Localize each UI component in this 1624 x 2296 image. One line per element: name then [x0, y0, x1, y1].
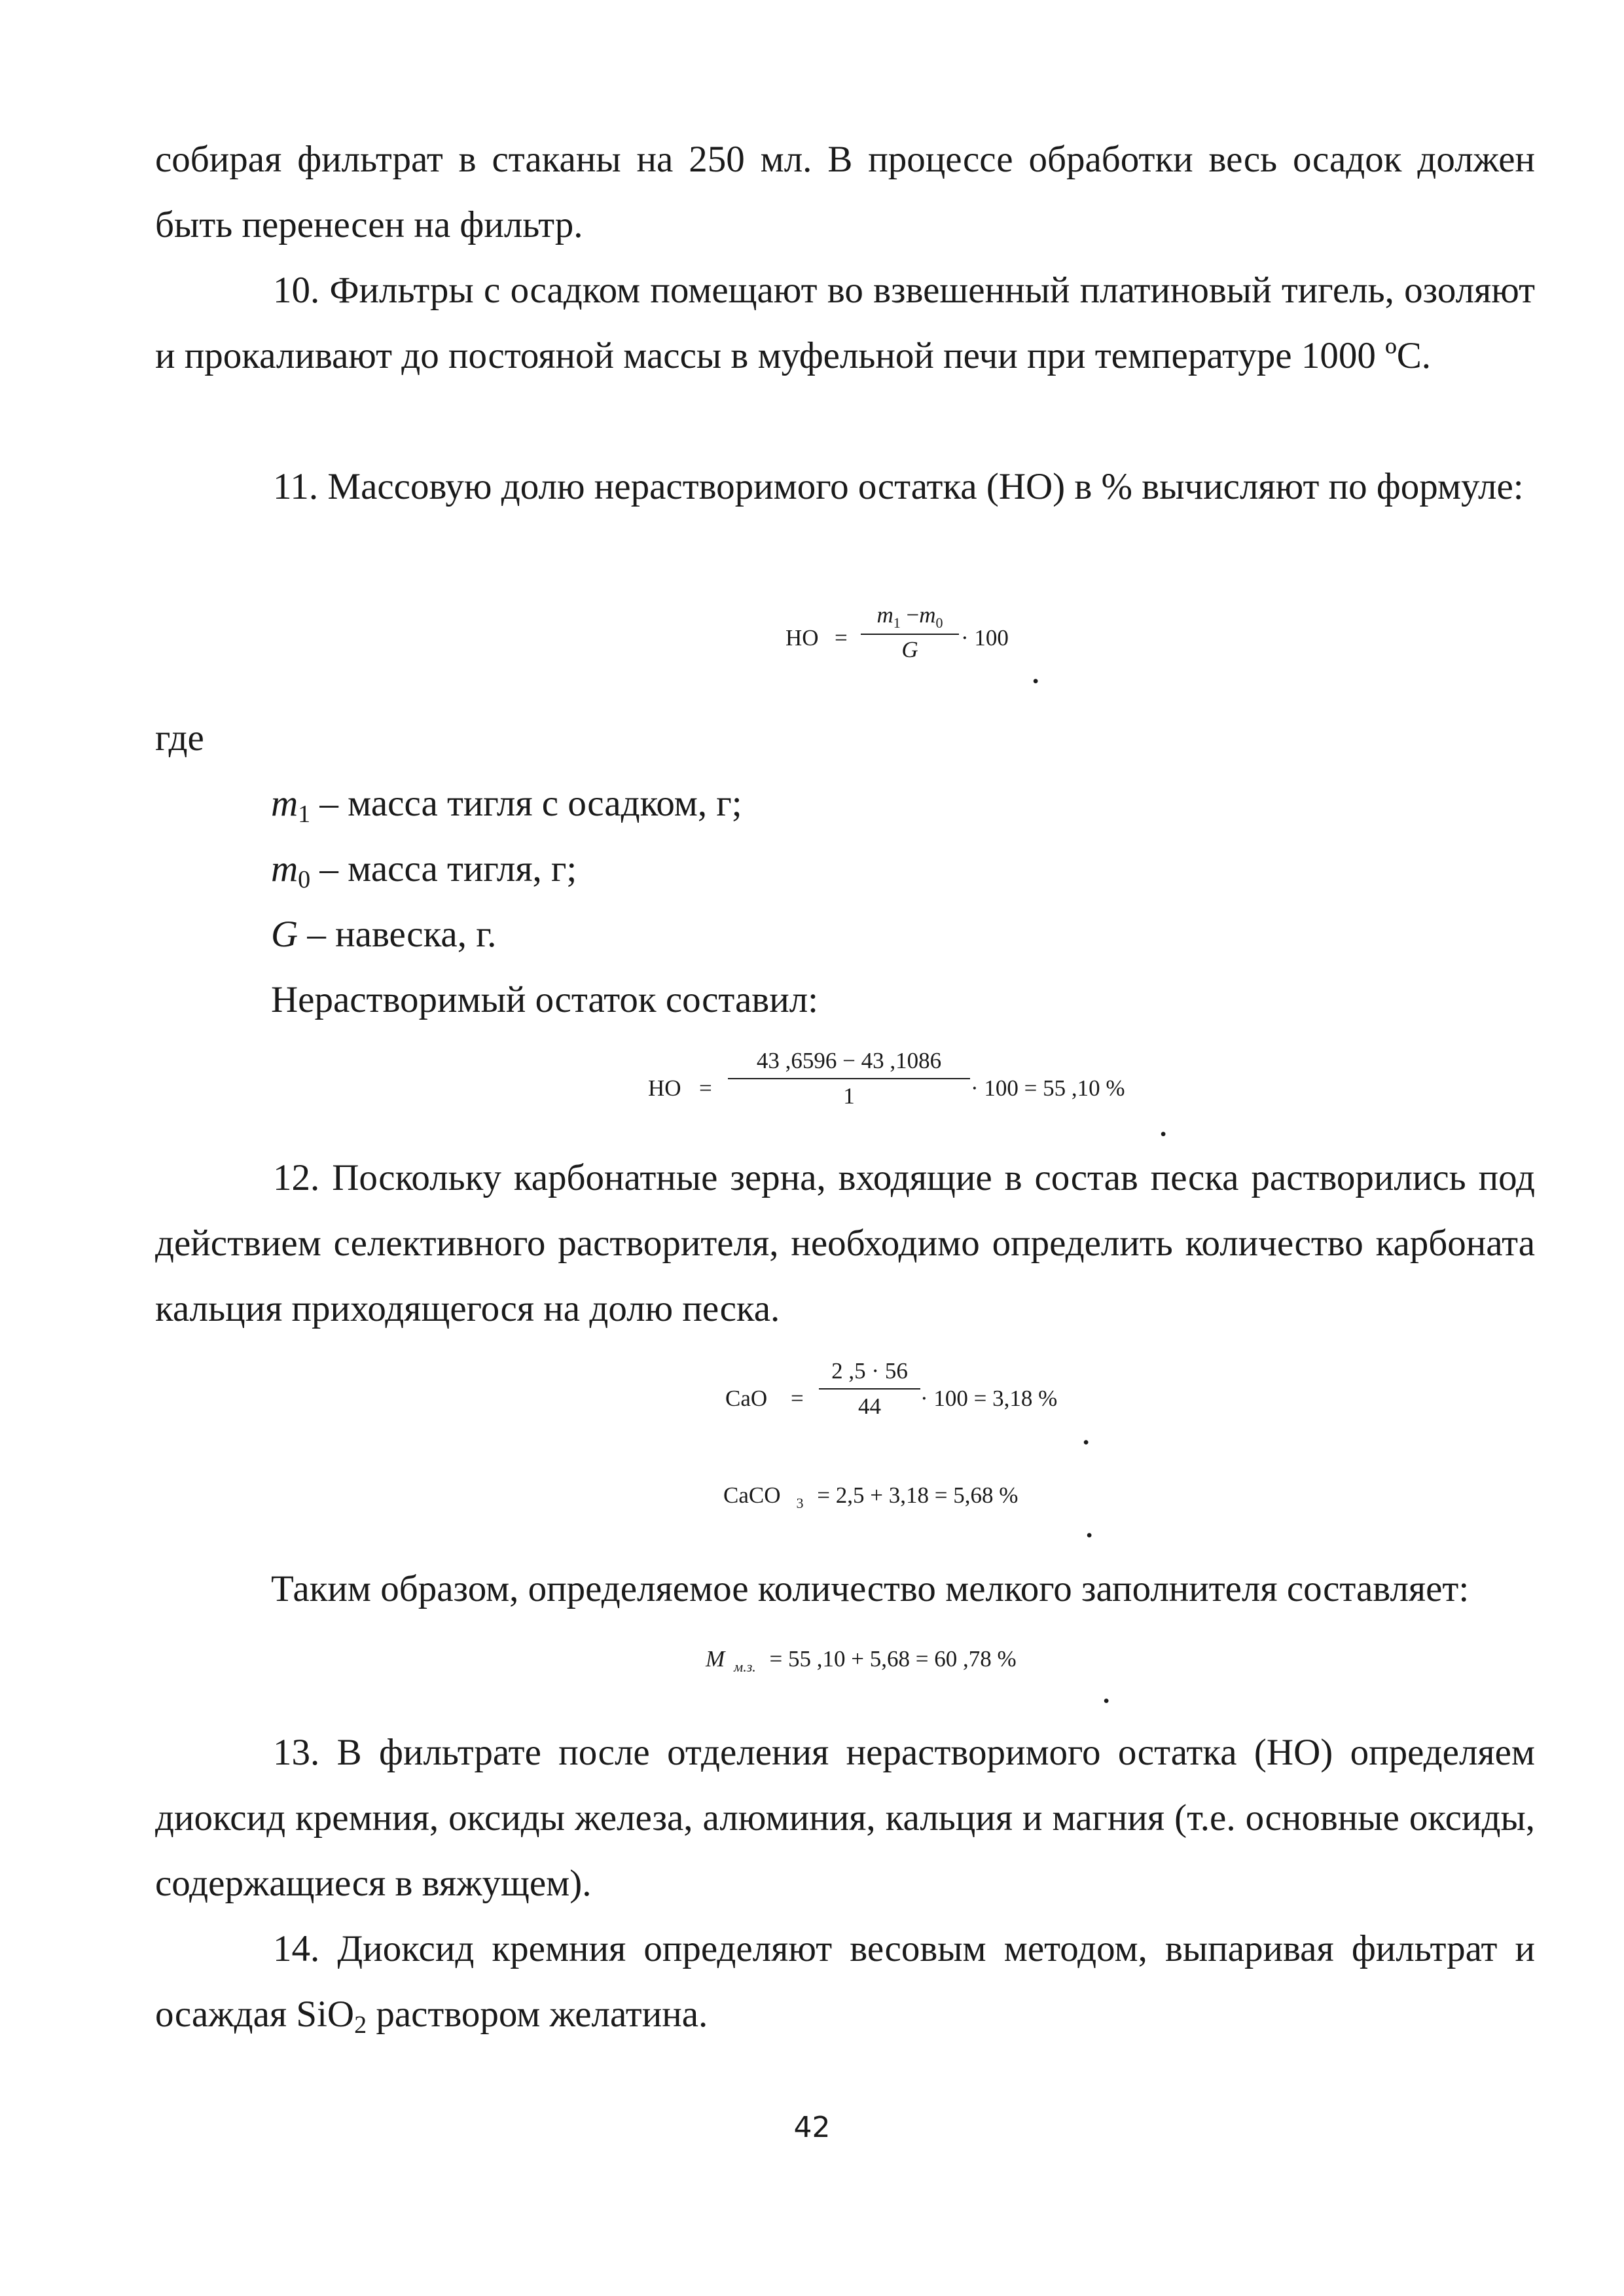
- formula-caco3: CaCO $_3$ = 2,5 + 3,18 = 5,68 %: [723, 1482, 1019, 1511]
- thus-sentence: Таким образом, определяемое количество мелкого заполнителя составляет:: [271, 1568, 1470, 1609]
- paragraph-13: 13. В фильтрате после отделения нерастворимого остатка (НО) определяем диоксид кремния, оксиды железа, алюминия, кальция и магния (т.е. основные оксиды, содержащиеся в вяжущем).: [155, 1732, 1535, 1904]
- paragraph-11: 11. Массовую долю нерастворимого остатка (НО) в % вычисляют по формуле:: [273, 466, 1524, 507]
- where-label: где: [155, 717, 204, 759]
- formula-dot: .: [1159, 1103, 1168, 1144]
- document-page: собирая фильтрат в стаканы на 250 мл. В процессе обработки весь осадок должен быть перенесен на фильтр. 10. Фильтры с осадком помещают во взвешенный платиновый тигель, озоляют и прокаливают до постояной массы в муфельной печи при температуре 1000 ºC. 11. Массовую долю нерастворимого остатка (НО) в % вычисляют по формуле: НО = $m_1 -m_0$ G · 100 . где $m_1$ – масса тигля с осадком, г; $m_0$ – масса тигля, г; G – навеска, г. Нерастворимый остаток составил: НО = 43 ,6596 − 43 ,1086 1 · 100 = 55 ,10 % . 12. Поскольку карбонатные зерна, входящие в состав песка растворились под действием селективного растворителя, необходимо определить количество карбоната кальция приходящегося на долю песка. CaO = 2 ,5 · 56 44 · 100 = 3,18 % . CaCO $_3$ = 2,5 + 3,18 = 5,68 % . Таким образом, определяемое количество мелкого заполнителя составляет: M $_{м.з.}$ = 55 ,10 + 5,68 = 60 ,78 % . 13. В фильтрате после отделения нерастворимого остатка (НО) определяем диоксид кремния, оксиды железа, алюминия, кальция и магния (т.е. основные оксиды, содержащиеся в вяжущем). 14. Диоксид кремния определяют весовым методом, выпаривая фильтрат и осаждая SiO$_2$ раствором желатина. 42: [0, 0, 1624, 2296]
- residue-label: Нерастворимый остаток составил:: [271, 979, 818, 1020]
- paragraph-12: 12. Поскольку карбонатные зерна, входящие в состав песка растворились под действием селективного растворителя, необходимо определить количество карбоната кальция приходящегося на долю песка.: [155, 1157, 1535, 1329]
- formula-dot: .: [1031, 650, 1041, 691]
- paragraph-14: 14. Диоксид кремния определяют весовым методом, выпаривая фильтрат и осаждая SiO$_2$ раствором желатина.: [155, 1928, 1535, 2039]
- definition-m1: $m_1$ – масса тигля с осадком, г;: [271, 783, 742, 828]
- formula-dot: .: [1081, 1411, 1091, 1452]
- paragraph-10: 10. Фильтры с осадком помещают во взвешенный платиновый тигель, озоляют и прокаливают до постояной массы в муфельной печи при температуре 1000 ºC.: [155, 270, 1535, 376]
- formula-fine-aggregate: M $_{м.з.}$ = 55 ,10 + 5,68 = 60 ,78 %: [706, 1646, 1017, 1675]
- formula-dot: .: [1102, 1670, 1111, 1711]
- formula-dot: .: [1085, 1504, 1094, 1545]
- paragraph-continuation: собирая фильтрат в стаканы на 250 мл. В процессе обработки весь осадок должен быть перенесен на фильтр.: [155, 139, 1535, 245]
- definition-g: G – навеска, г.: [271, 914, 497, 955]
- definition-m0: $m_0$ – масса тигля, г;: [271, 848, 577, 893]
- page-number: 42: [793, 2111, 831, 2144]
